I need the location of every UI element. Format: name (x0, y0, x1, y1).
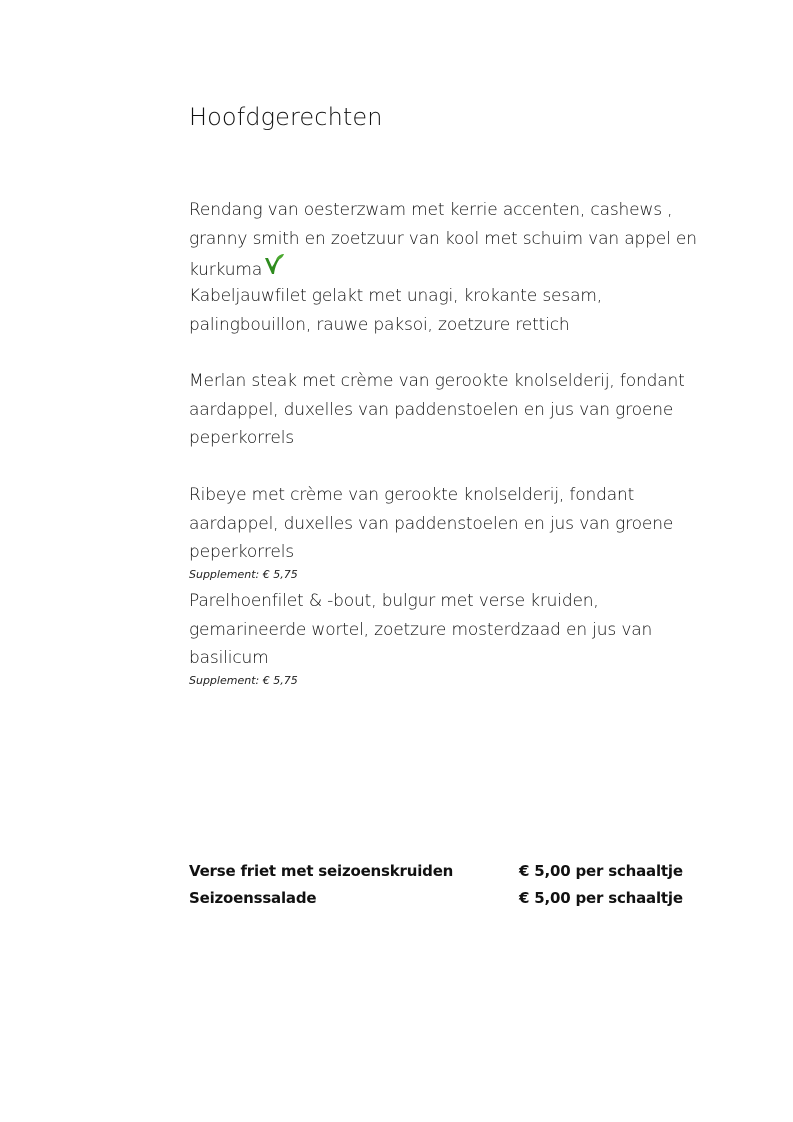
side-name: Verse friet met seizoenskruiden (189, 861, 454, 880)
side-dishes-list (189, 857, 689, 911)
side-name: Seizoenssalade (189, 888, 317, 907)
dish-item-parelhoen (189, 587, 709, 688)
dish-item-ribeye (189, 481, 709, 582)
dish-description: Ribeye met crème van gerookte knolselderij, fondant aardappel, duxelles van paddenstoelen en jus van groene peperkorrels (189, 485, 674, 562)
vegan-leaf-icon (263, 253, 285, 277)
page-title: Hoofdgerechten (189, 103, 383, 131)
dish-description: Parelhoenfilet & -bout, bulgur met verse kruiden, gemarineerde wortel, zoetzure mosterdzaad en jus van basilicum (189, 591, 653, 668)
dish-description: Rendang van oesterzwam met kerrie accenten, cashews , granny smith en zoetzuur van kool met schuim van appel en kurkuma (189, 200, 697, 280)
supplement-price: Supplement: € 5,75 (189, 673, 298, 687)
supplement-price: Supplement: € 5,75 (189, 567, 298, 581)
side-item (189, 884, 689, 911)
dish-item-kabeljauw (189, 282, 709, 339)
dish-description: Merlan steak met crème van gerookte knolselderij, fondant aardappel, duxelles van paddenstoelen en jus van groene peperkorrels (189, 371, 685, 448)
side-price: € 5,00 per schaaltje (519, 888, 683, 907)
side-price: € 5,00 per schaaltje (519, 861, 683, 880)
side-item (189, 857, 689, 884)
dish-item-rendang (189, 196, 709, 285)
dish-item-merlan (189, 367, 709, 453)
dish-description: Kabeljauwfilet gelakt met unagi, krokante sesam, palingbouillon, rauwe paksoi, zoetzure rettich (189, 286, 603, 335)
